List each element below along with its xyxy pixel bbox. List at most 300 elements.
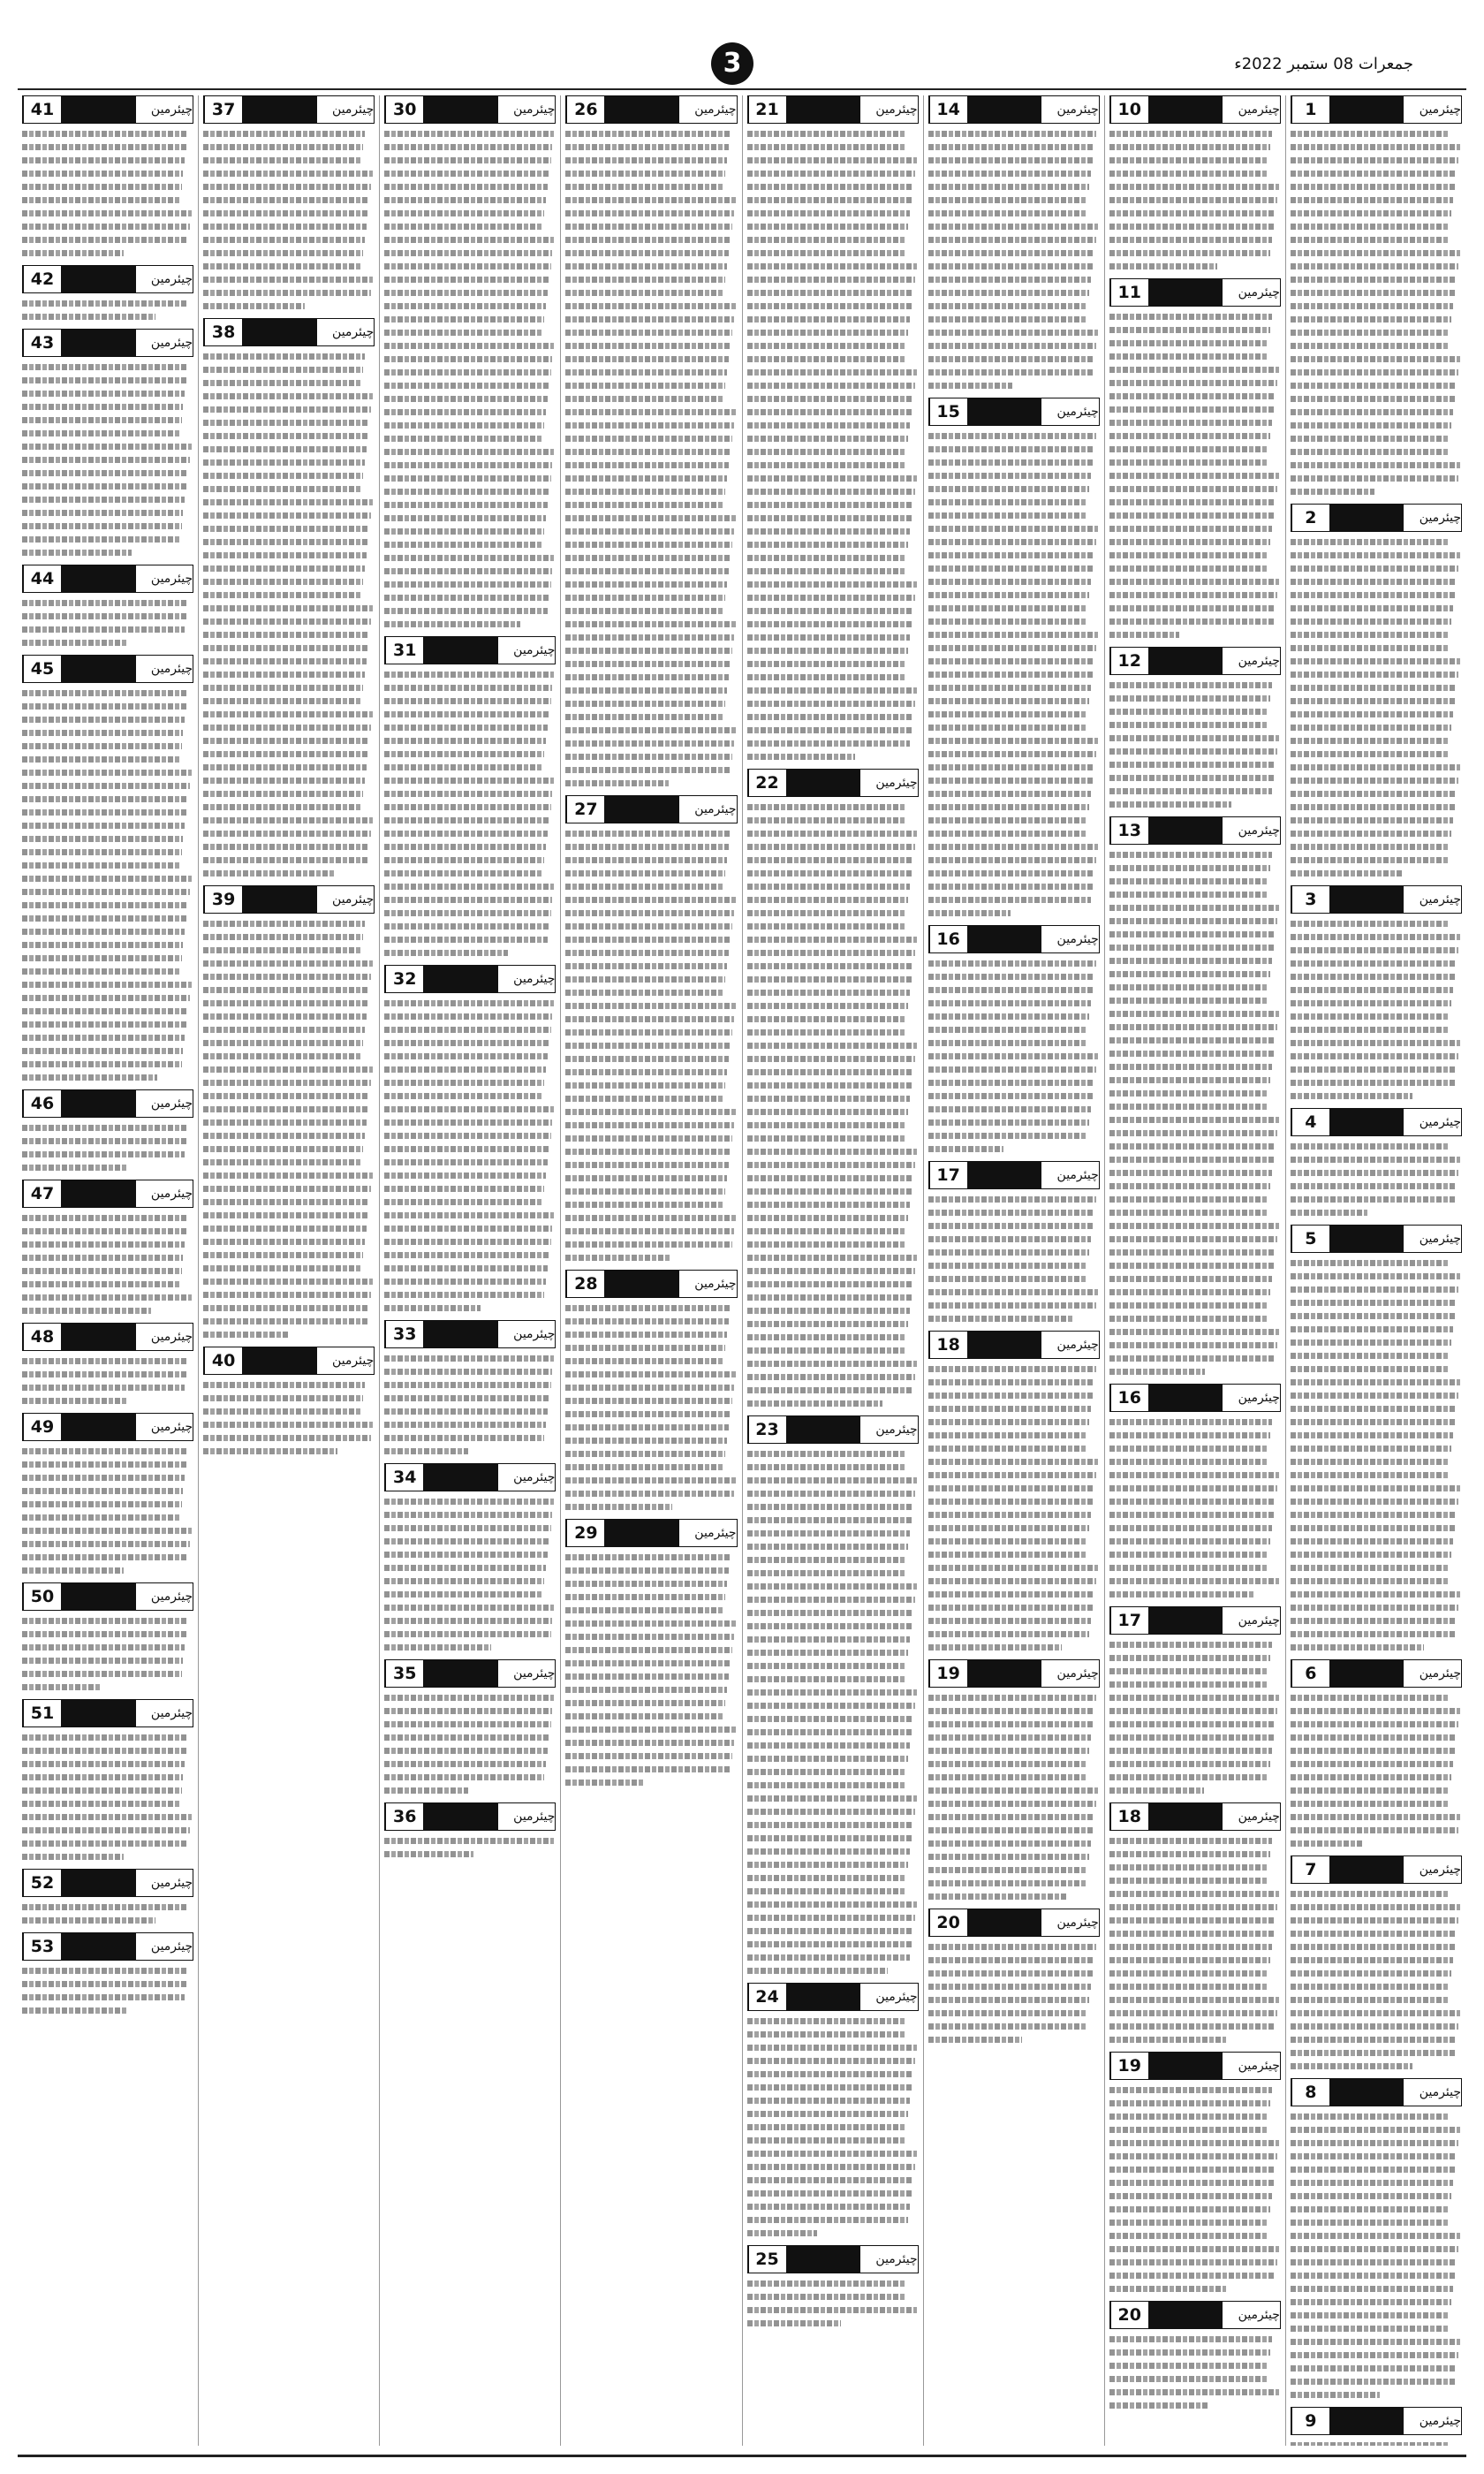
text-line xyxy=(747,1779,919,1792)
news-item xyxy=(1109,2301,1281,2412)
text-line xyxy=(565,1341,737,1355)
text-line xyxy=(565,300,737,313)
text-line xyxy=(1291,419,1462,432)
text-line xyxy=(203,1103,375,1116)
text-line xyxy=(747,366,919,379)
item-label: چیئرمین xyxy=(136,266,193,292)
text-line xyxy=(565,750,737,763)
text-line xyxy=(203,575,375,588)
text-line xyxy=(203,1036,375,1050)
item-black-bar xyxy=(1148,817,1223,844)
item-label: چیئرمین xyxy=(136,1583,193,1610)
text-line xyxy=(203,1302,375,1315)
text-line xyxy=(928,1850,1100,1863)
text-line xyxy=(1291,1837,1462,1850)
text-line xyxy=(565,1315,737,1328)
text-line xyxy=(928,1797,1100,1810)
text-line xyxy=(928,1036,1100,1050)
text-line xyxy=(928,1272,1100,1286)
text-line xyxy=(747,1357,919,1370)
text-line xyxy=(928,1744,1100,1757)
item-black-bar xyxy=(1329,505,1404,531)
text-line xyxy=(203,154,375,167)
item-header xyxy=(22,655,193,683)
text-line xyxy=(1109,1691,1281,1704)
text-line xyxy=(1291,1309,1462,1323)
text-line xyxy=(22,1381,193,1394)
text-line xyxy=(1109,798,1281,811)
text-line xyxy=(1109,771,1281,785)
text-line xyxy=(747,392,919,406)
text-line xyxy=(203,1378,375,1392)
item-body-lines xyxy=(1109,2083,1281,2296)
column-3 xyxy=(923,95,1104,2446)
text-line xyxy=(565,1710,737,1723)
item-header xyxy=(1291,1108,1462,1136)
text-line xyxy=(384,1248,556,1262)
text-line xyxy=(928,1757,1100,1771)
text-line xyxy=(928,469,1100,482)
text-line xyxy=(747,986,919,999)
text-line xyxy=(1291,575,1462,588)
text-line xyxy=(747,1344,919,1357)
item-header xyxy=(565,1519,737,1547)
item-black-bar xyxy=(1329,886,1404,913)
item-body-lines xyxy=(203,917,375,1341)
item-body-lines xyxy=(1291,2110,1462,2402)
text-line xyxy=(203,801,375,814)
item-body-lines xyxy=(22,1731,193,1863)
text-line xyxy=(384,907,556,920)
item-body-lines xyxy=(1291,917,1462,1103)
text-line xyxy=(22,467,193,480)
item-label: چیئرمین xyxy=(498,1464,556,1491)
item-black-bar xyxy=(423,637,498,664)
item-black-bar xyxy=(1148,279,1223,306)
text-line xyxy=(22,440,193,453)
text-line xyxy=(928,167,1100,180)
text-line xyxy=(747,2147,919,2160)
text-line xyxy=(384,565,556,578)
text-line xyxy=(565,763,737,777)
text-line xyxy=(22,1135,193,1148)
news-item xyxy=(928,1161,1100,1325)
item-black-bar xyxy=(1329,1660,1404,1687)
text-line xyxy=(747,1079,919,1092)
news-item xyxy=(1109,1384,1281,1601)
text-line xyxy=(565,933,737,946)
text-line xyxy=(22,400,193,414)
text-line xyxy=(384,167,556,180)
item-black-bar xyxy=(61,1700,136,1726)
text-line xyxy=(1291,641,1462,655)
text-line xyxy=(565,286,737,300)
text-line xyxy=(22,1005,193,1018)
item-number: 29 xyxy=(566,1520,604,1546)
text-line xyxy=(203,1445,375,1458)
text-line xyxy=(928,456,1100,469)
text-line xyxy=(1291,1166,1462,1180)
text-line xyxy=(203,1182,375,1195)
text-line xyxy=(1109,443,1281,456)
text-line xyxy=(1291,445,1462,459)
text-line xyxy=(1109,785,1281,798)
text-line xyxy=(1109,509,1281,522)
text-line xyxy=(203,1195,375,1209)
text-line xyxy=(1291,167,1462,180)
text-line xyxy=(1291,1153,1462,1166)
text-line xyxy=(747,313,919,326)
text-line xyxy=(1291,2033,1462,2046)
text-line xyxy=(1109,1665,1281,1678)
news-item xyxy=(203,1347,375,1458)
item-number: 44 xyxy=(23,565,61,592)
item-header xyxy=(22,1582,193,1611)
text-line xyxy=(565,512,737,525)
text-line xyxy=(1291,1797,1462,1810)
text-line xyxy=(1291,1887,1462,1901)
text-line xyxy=(384,127,556,140)
news-item xyxy=(1291,1659,1462,1850)
text-line xyxy=(1291,1561,1462,1575)
text-line xyxy=(1291,1206,1462,1219)
text-line xyxy=(565,618,737,631)
text-line xyxy=(747,2054,919,2068)
text-line xyxy=(1109,602,1281,615)
text-line xyxy=(1291,180,1462,194)
text-line xyxy=(203,734,375,748)
text-line xyxy=(1109,469,1281,482)
item-number: 3 xyxy=(1291,886,1329,913)
text-line xyxy=(1291,1628,1462,1641)
text-line xyxy=(928,1455,1100,1468)
text-line xyxy=(1109,1442,1281,1455)
text-line xyxy=(1291,1336,1462,1349)
text-line xyxy=(1109,732,1281,745)
text-line xyxy=(22,154,193,167)
text-line xyxy=(747,671,919,684)
text-line xyxy=(928,313,1100,326)
item-black-bar xyxy=(1329,2408,1404,2434)
text-line xyxy=(22,832,193,846)
text-line xyxy=(1109,1259,1281,1272)
news-item xyxy=(747,2245,919,2330)
text-line xyxy=(22,938,193,952)
item-body-lines xyxy=(384,668,556,960)
news-item xyxy=(22,1869,193,1927)
text-line xyxy=(565,326,737,339)
text-line xyxy=(1291,761,1462,774)
text-line xyxy=(565,920,737,933)
text-line xyxy=(203,1142,375,1156)
text-line xyxy=(1291,2163,1462,2176)
item-number: 42 xyxy=(23,266,61,292)
text-line xyxy=(928,1508,1100,1522)
text-line xyxy=(565,1328,737,1341)
text-line xyxy=(1291,1771,1462,1784)
text-line xyxy=(1291,2060,1462,2073)
item-number: 20 xyxy=(1110,2302,1148,2328)
text-line xyxy=(22,991,193,1005)
item-body-lines xyxy=(22,297,193,323)
text-line xyxy=(747,459,919,472)
text-line xyxy=(565,840,737,854)
text-line xyxy=(1109,2083,1281,2097)
text-line xyxy=(747,233,919,247)
text-line xyxy=(1109,1548,1281,1561)
item-label: چیئرمین xyxy=(136,1870,193,1896)
text-line xyxy=(565,907,737,920)
text-line xyxy=(565,1158,737,1172)
item-label: چیئرمین xyxy=(1223,2053,1280,2079)
item-label: چیئرمین xyxy=(1223,1607,1280,1634)
text-line xyxy=(747,2174,919,2187)
text-line xyxy=(1109,2163,1281,2176)
text-line xyxy=(747,1119,919,1132)
text-line xyxy=(203,562,375,575)
text-line xyxy=(747,1845,919,1858)
text-line xyxy=(747,737,919,750)
text-line xyxy=(928,970,1100,983)
text-line xyxy=(1109,1704,1281,1718)
text-line xyxy=(384,1129,556,1142)
text-line xyxy=(747,1013,919,1026)
text-line xyxy=(565,538,737,551)
text-line xyxy=(928,1535,1100,1548)
text-line xyxy=(1291,1757,1462,1771)
text-line xyxy=(384,1142,556,1156)
text-line xyxy=(1291,2322,1462,2335)
text-line xyxy=(747,1264,919,1278)
text-line xyxy=(747,485,919,498)
text-line xyxy=(203,1315,375,1328)
item-black-bar xyxy=(967,1162,1042,1188)
text-line xyxy=(203,482,375,496)
text-line xyxy=(928,1442,1100,1455)
text-line xyxy=(928,1389,1100,1402)
text-line xyxy=(22,1757,193,1771)
text-line xyxy=(565,353,737,366)
text-line xyxy=(928,1116,1100,1129)
text-line xyxy=(1291,694,1462,708)
text-line xyxy=(384,867,556,880)
item-black-bar xyxy=(1148,96,1223,123)
text-line xyxy=(747,1898,919,1911)
text-line xyxy=(203,867,375,880)
text-line xyxy=(384,485,556,498)
text-line xyxy=(747,2028,919,2041)
text-line xyxy=(203,535,375,549)
item-body-lines xyxy=(928,127,1100,392)
text-line xyxy=(928,1548,1100,1561)
text-line xyxy=(22,1551,193,1564)
text-line xyxy=(384,1182,556,1195)
text-line xyxy=(747,286,919,300)
text-line xyxy=(384,933,556,946)
text-line xyxy=(1109,376,1281,390)
text-line xyxy=(747,1066,919,1079)
text-line xyxy=(1109,861,1281,875)
text-line xyxy=(384,1522,556,1535)
text-line xyxy=(565,220,737,233)
text-line xyxy=(747,551,919,565)
text-line xyxy=(22,1458,193,1471)
text-line xyxy=(1291,233,1462,247)
news-item xyxy=(1109,278,1281,641)
text-line xyxy=(747,1911,919,1924)
text-line xyxy=(1109,310,1281,323)
text-line xyxy=(384,946,556,960)
news-item xyxy=(22,1323,193,1408)
text-line xyxy=(565,194,737,207)
text-line xyxy=(203,668,375,681)
item-black-bar xyxy=(1148,2302,1223,2328)
text-line xyxy=(565,1052,737,1066)
text-line xyxy=(747,1487,919,1500)
text-line xyxy=(1109,194,1281,207)
text-line xyxy=(1109,1047,1281,1060)
text-line xyxy=(22,1355,193,1368)
news-item xyxy=(565,95,737,790)
text-line xyxy=(384,1023,556,1036)
item-label: چیئرمین xyxy=(317,1347,375,1374)
column-7 xyxy=(198,95,379,2446)
text-line xyxy=(565,1368,737,1381)
text-line xyxy=(203,233,375,247)
text-line xyxy=(928,300,1100,313)
text-line xyxy=(928,535,1100,549)
text-line xyxy=(747,1461,919,1474)
text-line xyxy=(747,419,919,432)
text-line xyxy=(928,1219,1100,1233)
text-line xyxy=(747,1238,919,1251)
text-line xyxy=(22,1667,193,1681)
text-line xyxy=(1109,2333,1281,2346)
text-line xyxy=(22,912,193,925)
text-line xyxy=(1291,2216,1462,2229)
text-line xyxy=(1291,392,1462,406)
text-line xyxy=(1109,456,1281,469)
text-line xyxy=(565,1381,737,1394)
text-line xyxy=(203,1076,375,1089)
text-line xyxy=(1109,1100,1281,1113)
news-item xyxy=(565,795,737,1264)
text-line xyxy=(203,602,375,615)
text-line xyxy=(747,1871,919,1885)
text-line xyxy=(1291,2150,1462,2163)
item-number: 13 xyxy=(1110,817,1148,844)
item-label: چیئرمین xyxy=(317,319,375,345)
item-body-lines xyxy=(384,997,556,1315)
item-header xyxy=(384,1320,556,1348)
item-label: چیئرمین xyxy=(1404,1660,1461,1687)
news-item xyxy=(1291,885,1462,1103)
text-line xyxy=(1291,2282,1462,2296)
item-header xyxy=(1109,1384,1281,1412)
text-line xyxy=(565,472,737,485)
text-line xyxy=(565,1500,737,1514)
text-line xyxy=(565,986,737,999)
text-line xyxy=(22,885,193,899)
text-line xyxy=(1291,273,1462,286)
text-line xyxy=(22,180,193,194)
text-line xyxy=(384,220,556,233)
text-line xyxy=(1109,928,1281,941)
item-number: 18 xyxy=(1110,1803,1148,1830)
text-line xyxy=(747,220,919,233)
item-number: 19 xyxy=(1110,2053,1148,2079)
text-line xyxy=(1291,615,1462,628)
item-label: چیئرمین xyxy=(1223,1803,1280,1830)
text-line xyxy=(203,1328,375,1341)
text-line xyxy=(1291,1691,1462,1704)
item-number: 7 xyxy=(1291,1856,1329,1883)
text-line xyxy=(747,379,919,392)
text-line xyxy=(384,880,556,893)
item-number: 43 xyxy=(23,330,61,356)
item-header xyxy=(1291,1856,1462,1884)
text-line xyxy=(384,761,556,774)
text-line xyxy=(1291,1010,1462,1023)
text-line xyxy=(1109,968,1281,981)
text-line xyxy=(203,1275,375,1288)
text-line xyxy=(928,655,1100,668)
text-line xyxy=(384,538,556,551)
text-line xyxy=(1291,708,1462,721)
text-line xyxy=(22,793,193,806)
text-line xyxy=(203,774,375,787)
text-line xyxy=(928,748,1100,761)
text-line xyxy=(928,1076,1100,1089)
text-line xyxy=(1109,2346,1281,2359)
text-line xyxy=(203,944,375,957)
text-line xyxy=(384,247,556,260)
text-line xyxy=(565,260,737,273)
text-line xyxy=(1291,1283,1462,1296)
item-black-bar xyxy=(604,796,679,823)
text-line xyxy=(747,724,919,737)
text-line xyxy=(747,1739,919,1752)
news-item xyxy=(22,329,193,559)
text-line xyxy=(565,1145,737,1158)
text-line xyxy=(747,1712,919,1726)
text-line xyxy=(1291,1180,1462,1193)
text-line xyxy=(928,1129,1100,1142)
text-line xyxy=(22,1121,193,1135)
text-line xyxy=(747,1291,919,1304)
news-item xyxy=(1109,2052,1281,2296)
text-line xyxy=(747,1026,919,1039)
item-label: چیئرمین xyxy=(860,2246,918,2273)
text-line xyxy=(565,392,737,406)
text-line xyxy=(565,1577,737,1590)
item-header xyxy=(203,318,375,346)
text-line xyxy=(203,930,375,944)
text-line xyxy=(747,880,919,893)
item-black-bar xyxy=(61,266,136,292)
text-line xyxy=(203,429,375,443)
text-line xyxy=(1291,827,1462,840)
item-label: چیئرمین xyxy=(1404,505,1461,531)
text-line xyxy=(1109,549,1281,562)
text-line xyxy=(22,713,193,726)
item-body-lines xyxy=(22,1901,193,1927)
text-line xyxy=(384,920,556,933)
item-header xyxy=(565,1270,737,1298)
text-line xyxy=(203,1063,375,1076)
text-line xyxy=(565,459,737,472)
item-black-bar xyxy=(967,1332,1042,1358)
